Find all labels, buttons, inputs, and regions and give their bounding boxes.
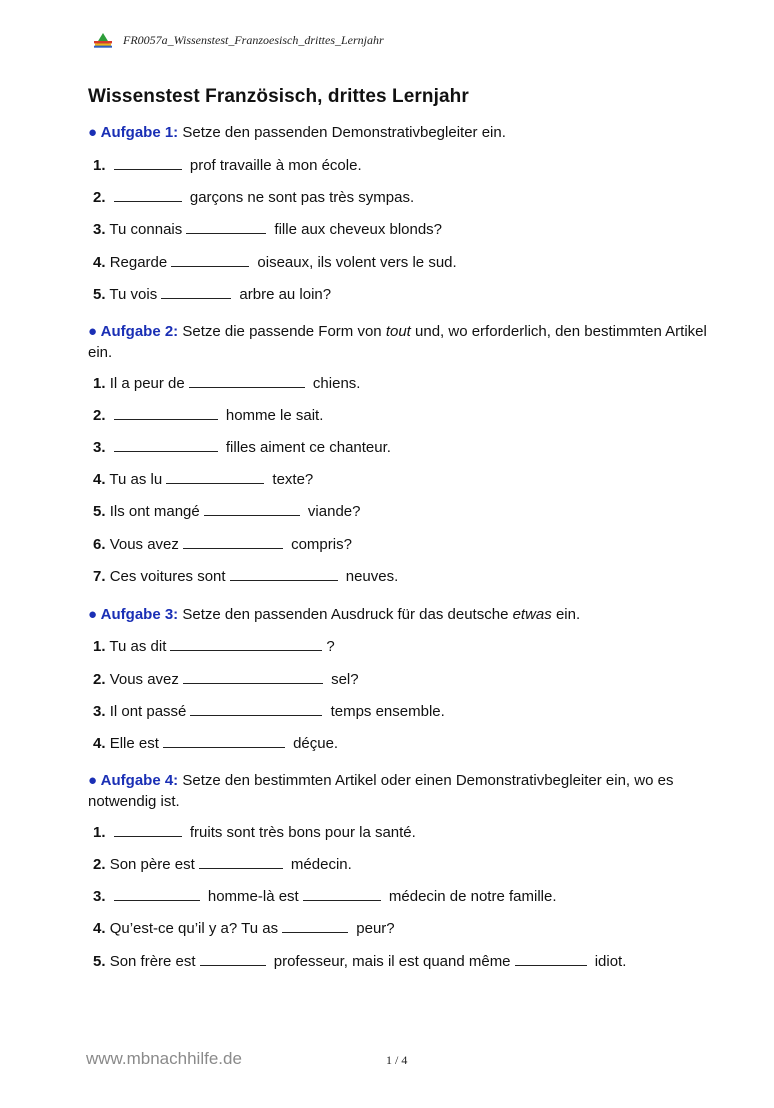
exercise-item: 5. Tu vois arbre au loin? xyxy=(93,286,332,303)
answer-blank[interactable] xyxy=(114,157,182,170)
answer-blank[interactable] xyxy=(200,953,266,966)
answer-blank[interactable] xyxy=(114,824,182,837)
exercise-item: 4. Tu as lu texte? xyxy=(93,471,314,488)
exercise-item: 2. Son père est médecin. xyxy=(93,856,352,873)
task-label: Aufgabe 3: xyxy=(100,606,179,623)
task-text: Setze den passenden Ausdruck für das deutsche xyxy=(182,606,509,623)
task-emphasis: etwas xyxy=(512,606,552,623)
answer-blank[interactable] xyxy=(190,703,322,716)
exercise-item: 1. prof travaille à mon école. xyxy=(93,157,362,174)
exercise-item: 3. Tu connais fille aux cheveux blonds? xyxy=(93,221,443,238)
footer-website: www.mbnachhilfe.de xyxy=(86,1049,242,1068)
task-2-instruction: ● Aufgabe 2: Setze die passende Form von tout und, wo erforderlich, den bestimmten Artikel ein. xyxy=(88,323,707,361)
answer-blank[interactable] xyxy=(171,254,249,267)
exercise-item: 3. filles aiment ce chanteur. xyxy=(93,439,391,456)
answer-blank[interactable] xyxy=(114,439,218,452)
answer-blank[interactable] xyxy=(230,568,338,581)
exercise-item: 4. Qu’est-ce qu’il y a? Tu as peur? xyxy=(93,920,395,937)
task-text: Setze den passenden Demonstrativbegleiter ein. xyxy=(182,124,506,141)
exercise-item: 3. Il ont passé temps ensemble. xyxy=(93,703,445,720)
task-3-instruction: ● Aufgabe 3: Setze den passenden Ausdruck für das deutsche etwas ein. xyxy=(88,606,581,623)
task-label: Aufgabe 1: xyxy=(100,124,179,141)
answer-blank[interactable] xyxy=(515,953,587,966)
exercise-item: 1. Il a peur de chiens. xyxy=(93,375,361,392)
task-1-instruction: ● Aufgabe 1: Setze den passenden Demonstrativbegleiter ein. xyxy=(88,124,506,141)
task-text: Setze den bestimmten Artikel oder einen Demonstrativbegleiter ein, wo es notwendig ist. xyxy=(88,772,674,810)
answer-blank[interactable] xyxy=(189,375,305,388)
page-header xyxy=(93,30,384,50)
answer-blank[interactable] xyxy=(114,407,218,420)
task-label: Aufgabe 2: xyxy=(100,323,179,340)
exercise-item: 5. Ils ont mangé viande? xyxy=(93,503,361,520)
document-filename: FR0057a_Wissenstest_Franzoesisch_drittes_Lernjahr xyxy=(123,32,384,47)
exercise-item: 4. Elle est déçue. xyxy=(93,735,339,752)
answer-blank[interactable] xyxy=(161,286,231,299)
answer-blank[interactable] xyxy=(282,920,348,933)
exercise-item: 2. homme le sait. xyxy=(93,407,324,424)
task-text: ein. xyxy=(555,606,581,623)
answer-blank[interactable] xyxy=(204,503,300,516)
answer-blank[interactable] xyxy=(186,221,266,234)
exercise-item: 7. Ces voitures sont neuves. xyxy=(93,568,399,585)
answer-blank[interactable] xyxy=(163,735,285,748)
task-emphasis: tout xyxy=(385,323,411,340)
stacked-books-logo-icon xyxy=(93,32,113,48)
exercise-item: 2. garçons ne sont pas très sympas. xyxy=(93,189,415,206)
answer-blank[interactable] xyxy=(114,888,200,901)
exercise-item: 3. homme-là est médecin de notre famille. xyxy=(93,888,557,905)
exercise-item: 4. Regarde oiseaux, ils volent vers le sud. xyxy=(93,254,457,271)
answer-blank[interactable] xyxy=(114,189,182,202)
exercise-item: 5. Son frère est professeur, mais il est quand même idiot. xyxy=(93,953,627,970)
task-4-instruction: ● Aufgabe 4: Setze den bestimmten Artikel oder einen Demonstrativbegleiter ein, wo es notwendig ist. xyxy=(88,772,674,810)
answer-blank[interactable] xyxy=(183,671,323,684)
answer-blank[interactable] xyxy=(303,888,381,901)
exercise-item: 1. fruits sont très bons pour la santé. xyxy=(93,824,416,841)
exercise-item: 6. Vous avez compris? xyxy=(93,536,352,553)
answer-blank[interactable] xyxy=(170,638,322,651)
exercise-item: 1. Tu as dit ? xyxy=(93,638,335,655)
answer-blank[interactable] xyxy=(199,856,283,869)
task-text: und, wo erforderlich, den bestimmten Artikel ein. xyxy=(88,323,707,361)
exercise-item: 2. Vous avez sel? xyxy=(93,671,359,688)
task-text: Setze die passende Form von xyxy=(182,323,382,340)
page-title: Wissenstest Französisch, drittes Lernjahr xyxy=(88,86,469,107)
answer-blank[interactable] xyxy=(166,471,264,484)
page-number: 1 / 4 xyxy=(386,1053,408,1067)
answer-blank[interactable] xyxy=(183,536,283,549)
task-label: Aufgabe 4: xyxy=(100,772,179,789)
